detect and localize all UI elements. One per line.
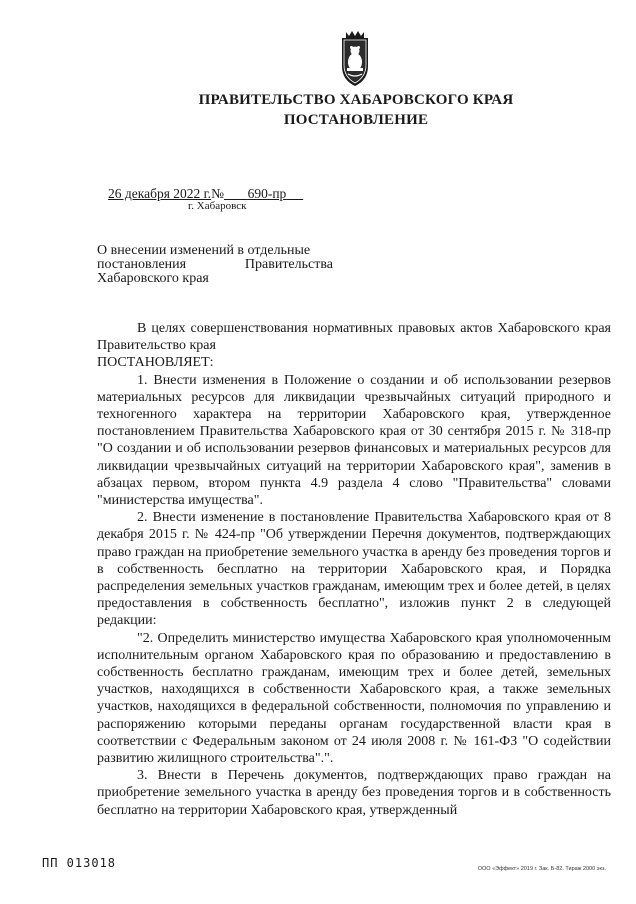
item-1-paragraph: 1. Внести изменения в Положение о создании и об использовании резервов материальных ресурсов для ликвидации чрезвычайных ситуаций природного и техногенного характера на территории Хабаровского края, утвержденное постановлением Правительства Хабаровского края от 30 сентября 2015 г. № 318-пр "О создании и об использовании резервов финансовых и материальных ресурсов для ликвидации чрезвычайных ситуаций на территории Хабаровского края", заменив в абзацах первом, втором пункта 4.9 раздела 4 слово "Правительства" словами "министерства имущества".	[97, 372, 611, 509]
subject-line-2-right: Правительства	[244, 257, 333, 272]
subject-line-2-left: постановления	[97, 257, 187, 272]
subject-line-1: О внесении изменений в отдельные	[97, 243, 311, 258]
preamble-paragraph: В целях совершенствования нормативных правовых актов Хабаровского края Правительство края	[97, 321, 611, 354]
resolves-heading: ПОСТАНОВЛЯЕТ:	[97, 355, 214, 371]
document-type-title: ПОСТАНОВЛЕНИЕ	[283, 112, 429, 128]
city-name: г. Хабаровск	[188, 200, 247, 212]
number-underline-lead	[224, 186, 248, 201]
subject-line-2	[97, 258, 333, 272]
document-number: 690-пр	[247, 186, 287, 201]
printer-imprint: ООО «Эффект» 2019 г. Зак. Б-82. Тираж 2000 экз.	[477, 866, 606, 872]
coat-of-arms-emblem	[330, 30, 380, 88]
government-title: ПРАВИТЕЛЬСТВО ХАБАРОВСКОГО КРАЯ	[198, 92, 514, 108]
quoted-item-paragraph: "2. Определить министерство имущества Хабаровского края уполномоченным исполнительным органом Хабаровского края по образованию и предоставлению в собственность бесплатно гражданам, имеющим трех и более детей, земельных участков, находящихся в собственности Хабаровского края, а также земельных участков, находящихся в федеральной собственности, полномочия по управлению и распоряжению которыми переданы органам государственной власти края в соответствии с Федеральным законом от 24 июля 2008 г. № 161-ФЗ "О содействии развитию жилищного строительства".".	[97, 630, 611, 767]
document-body	[97, 320, 611, 819]
document-subject	[97, 244, 333, 286]
form-serial-code: ПП 013018	[42, 856, 117, 870]
document-date: 26 декабря 2022 г.	[108, 186, 212, 201]
item-3-paragraph: 3. Внести в Перечень документов, подтверждающих право граждан на приобретение земельного участка в аренду без проведения торгов и в собственность бесплатно на территории Хабаровского края, утвержденный	[97, 768, 611, 818]
number-sign: №	[211, 186, 224, 201]
subject-line-3: Хабаровского края	[97, 271, 209, 286]
item-2-paragraph: 2. Внести изменение в постановление Правительства Хабаровского края от 8 декабря 2015 г. № 424-пр "Об утверждении Перечня документов, подтверждающих право граждан на приобретение земельного участка в аренду без проведения торгов и в собственность бесплатно на территории Хабаровского края, и Порядка распределения земельных участков гражданам, имеющим трех и более детей, в целях предоставления в собственность бесплатно", изложив пункт 2 в следующей редакции:	[97, 510, 611, 629]
number-underline-tail	[286, 186, 303, 201]
